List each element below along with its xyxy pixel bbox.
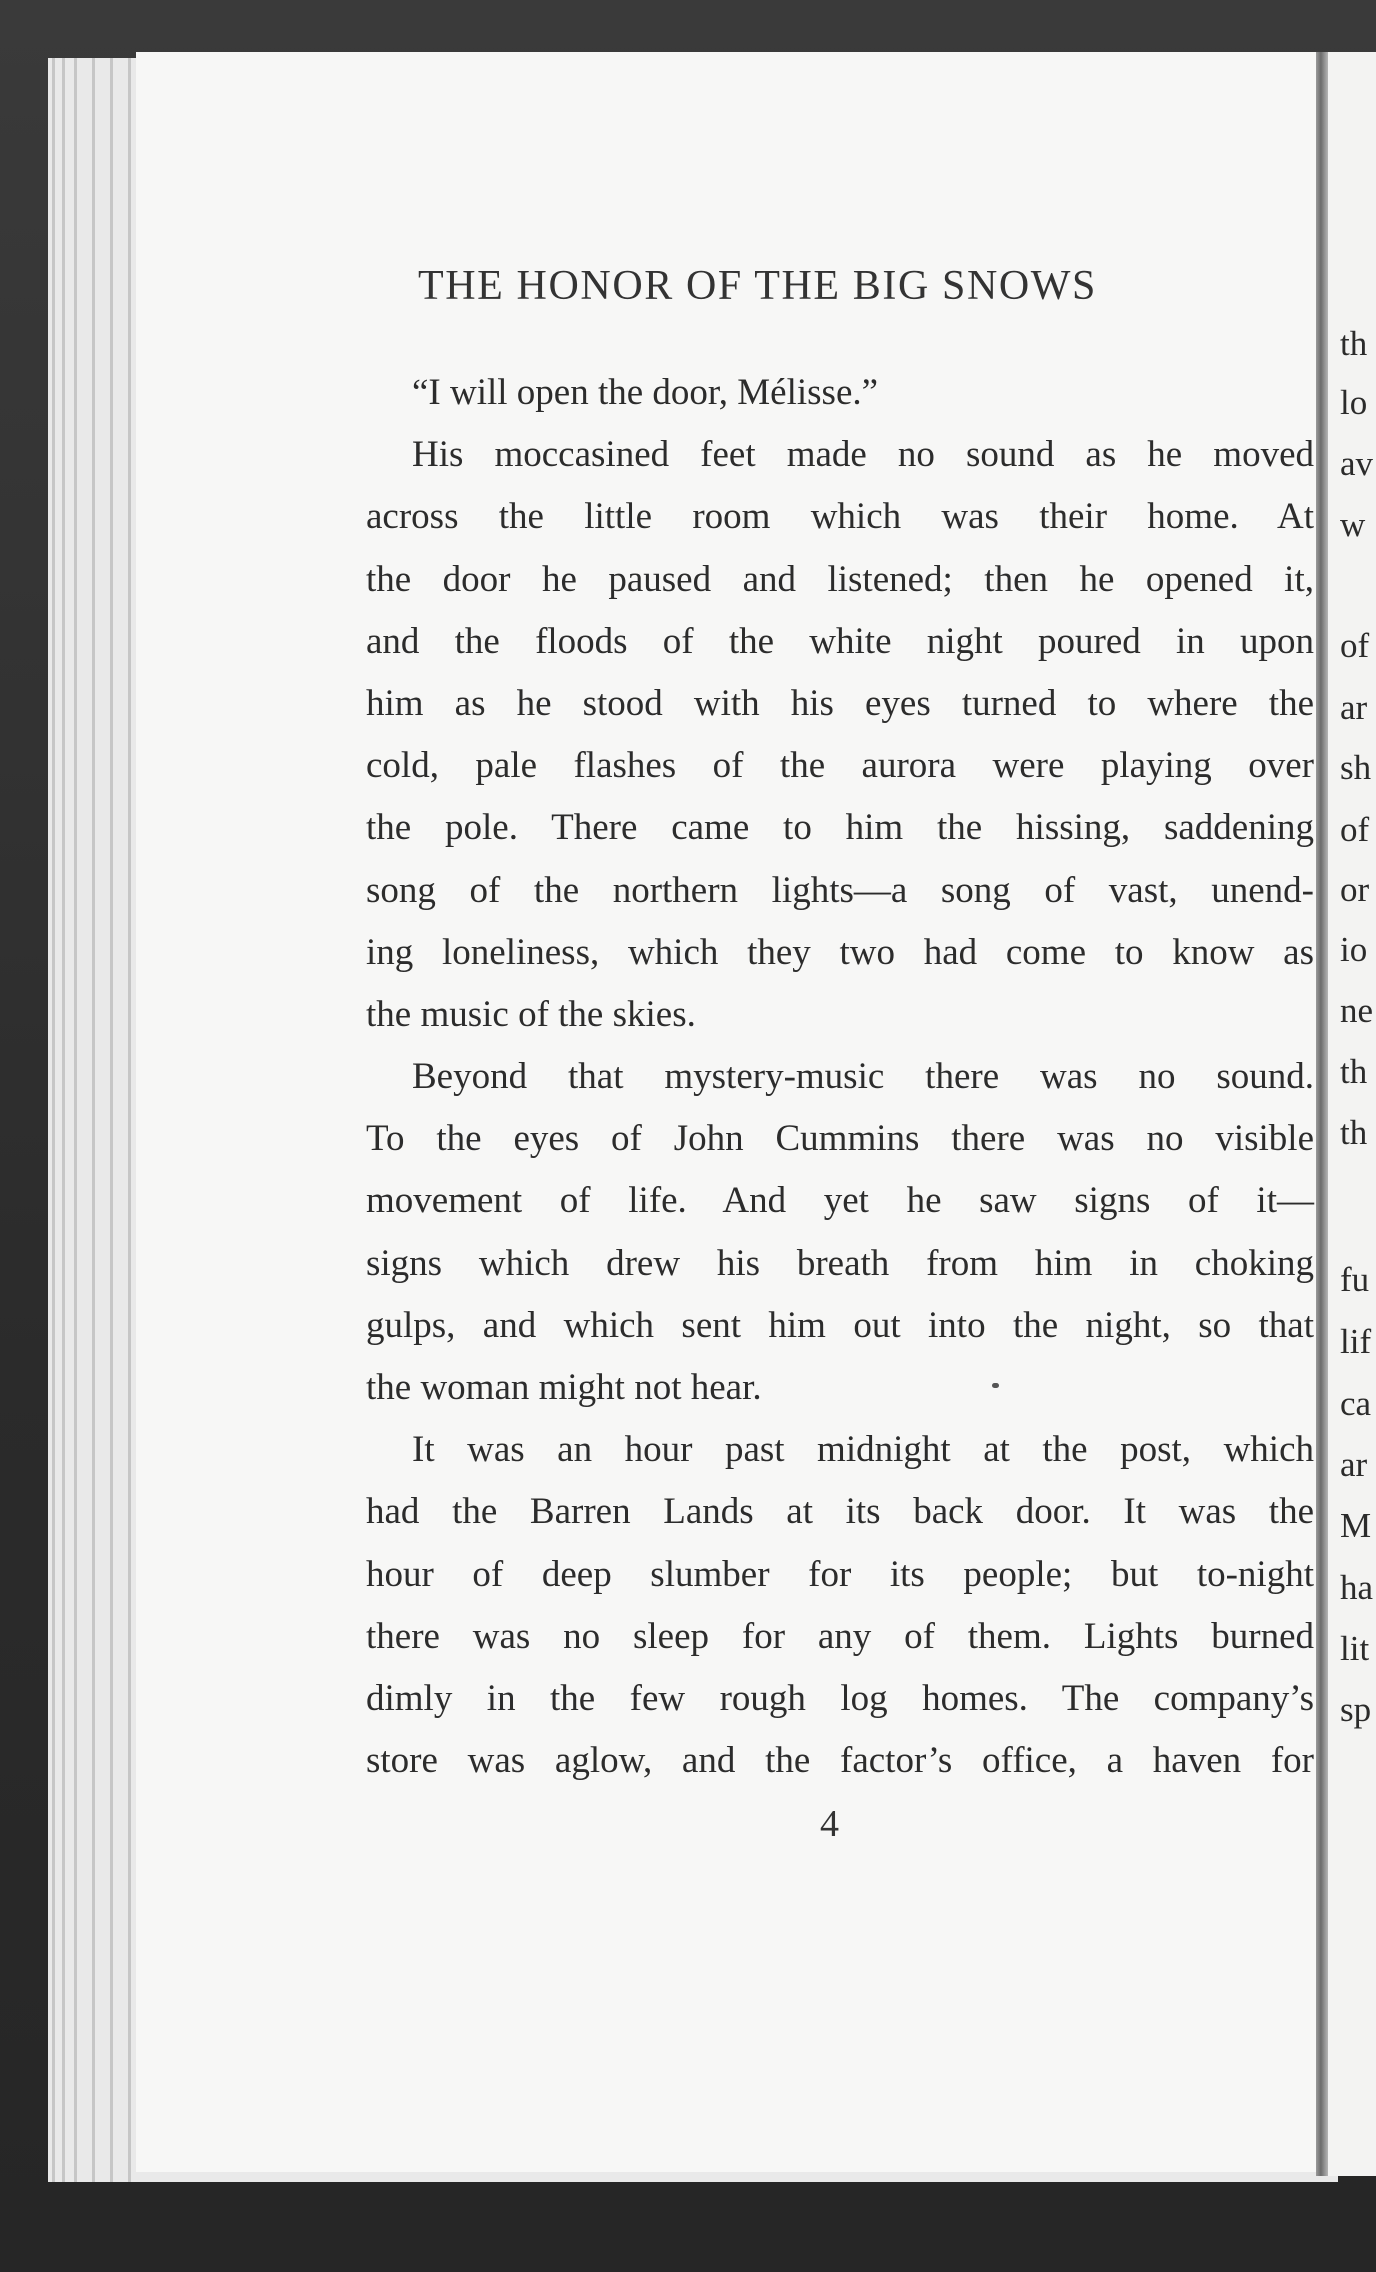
facing-page-fragment: ar (1340, 688, 1368, 727)
text-line: “I will open the door, Mélisse.” (412, 372, 879, 413)
facing-page-fragment: ha (1340, 1568, 1374, 1607)
text-line: dimly in the few rough log homes. The company’s (366, 1677, 1314, 1719)
text-line: the woman might not hear. (366, 1367, 762, 1408)
page-number: 4 (820, 1803, 839, 1845)
facing-page-fragment: fu (1340, 1260, 1370, 1299)
text-line: and the floods of the white night poured in upon (366, 620, 1314, 662)
facing-page-fragment: of (1340, 810, 1370, 849)
page-edge-line (52, 58, 55, 2182)
facing-page-fragment: of (1340, 626, 1370, 665)
facing-page-fragment: io (1340, 930, 1368, 969)
text-line: had the Barren Lands at its back door. It was the (366, 1491, 1314, 1533)
facing-page-fragment: th (1340, 1113, 1368, 1152)
facing-page-fragment: or (1340, 870, 1370, 909)
text-line: signs which drew his breath from him in choking (366, 1242, 1314, 1284)
text-line: him as he stood with his eyes turned to where the (366, 682, 1314, 724)
page-edge-line (62, 58, 65, 2182)
facing-page-fragment: lit (1340, 1629, 1370, 1668)
facing-page-fragment: ar (1340, 1445, 1368, 1484)
text-line: the door he paused and listened; then he opened it, (366, 558, 1314, 600)
facing-page-fragment: ca (1340, 1384, 1372, 1423)
text-line: cold, pale flashes of the aurora were playing over (366, 745, 1314, 787)
facing-page-fragment: M (1340, 1506, 1372, 1545)
facing-page-fragment: w (1340, 505, 1366, 544)
facing-page-fragment: lif (1340, 1322, 1372, 1361)
facing-page-fragment: ne (1340, 991, 1374, 1030)
text-line: store was aglow, and the factor’s office, a haven for (366, 1740, 1314, 1782)
text-line: the pole. There came to him the hissing, saddening (366, 807, 1314, 849)
running-head: THE HONOR OF THE BIG SNOWS (418, 263, 1098, 309)
text-line: hour of deep slumber for its people; but to-night (366, 1553, 1314, 1595)
text-line: gulps, and which sent him out into the night, so that (366, 1304, 1314, 1346)
page-edge-line (128, 58, 131, 2182)
facing-page-fragment: th (1340, 324, 1368, 363)
facing-page-fragment: sh (1340, 748, 1372, 787)
page-edge-line (110, 58, 113, 2182)
ink-speck (992, 1383, 999, 1388)
facing-page-strip (1328, 52, 1376, 2176)
text-line: song of the northern lights—a song of vast, unend- (366, 869, 1314, 911)
page-edge-line (92, 58, 95, 2182)
text-line: Beyond that mystery-music there was no sound. (412, 1056, 1314, 1098)
text-line: the music of the skies. (366, 993, 696, 1035)
facing-page-fragment: av (1340, 444, 1374, 483)
facing-page-fragment: lo (1340, 383, 1368, 422)
text-line: His moccasined feet made no sound as he moved (412, 434, 1314, 476)
text-line: movement of life. And yet he saw signs of it— (366, 1180, 1314, 1222)
facing-page-fragment: th (1340, 1052, 1368, 1091)
text-line: there was no sleep for any of them. Lights burned (366, 1615, 1314, 1657)
page-edge-line (74, 58, 77, 2182)
text-line: across the little room which was their home. At (366, 496, 1314, 538)
text-line: ing loneliness, which they two had come to know as (366, 931, 1314, 973)
text-line: To the eyes of John Cummins there was no visible (366, 1118, 1314, 1160)
book-gutter (1316, 52, 1328, 2176)
facing-page-fragment: sp (1340, 1690, 1372, 1729)
text-line: It was an hour past midnight at the post, which (412, 1429, 1314, 1471)
body-text (366, 362, 1314, 1792)
